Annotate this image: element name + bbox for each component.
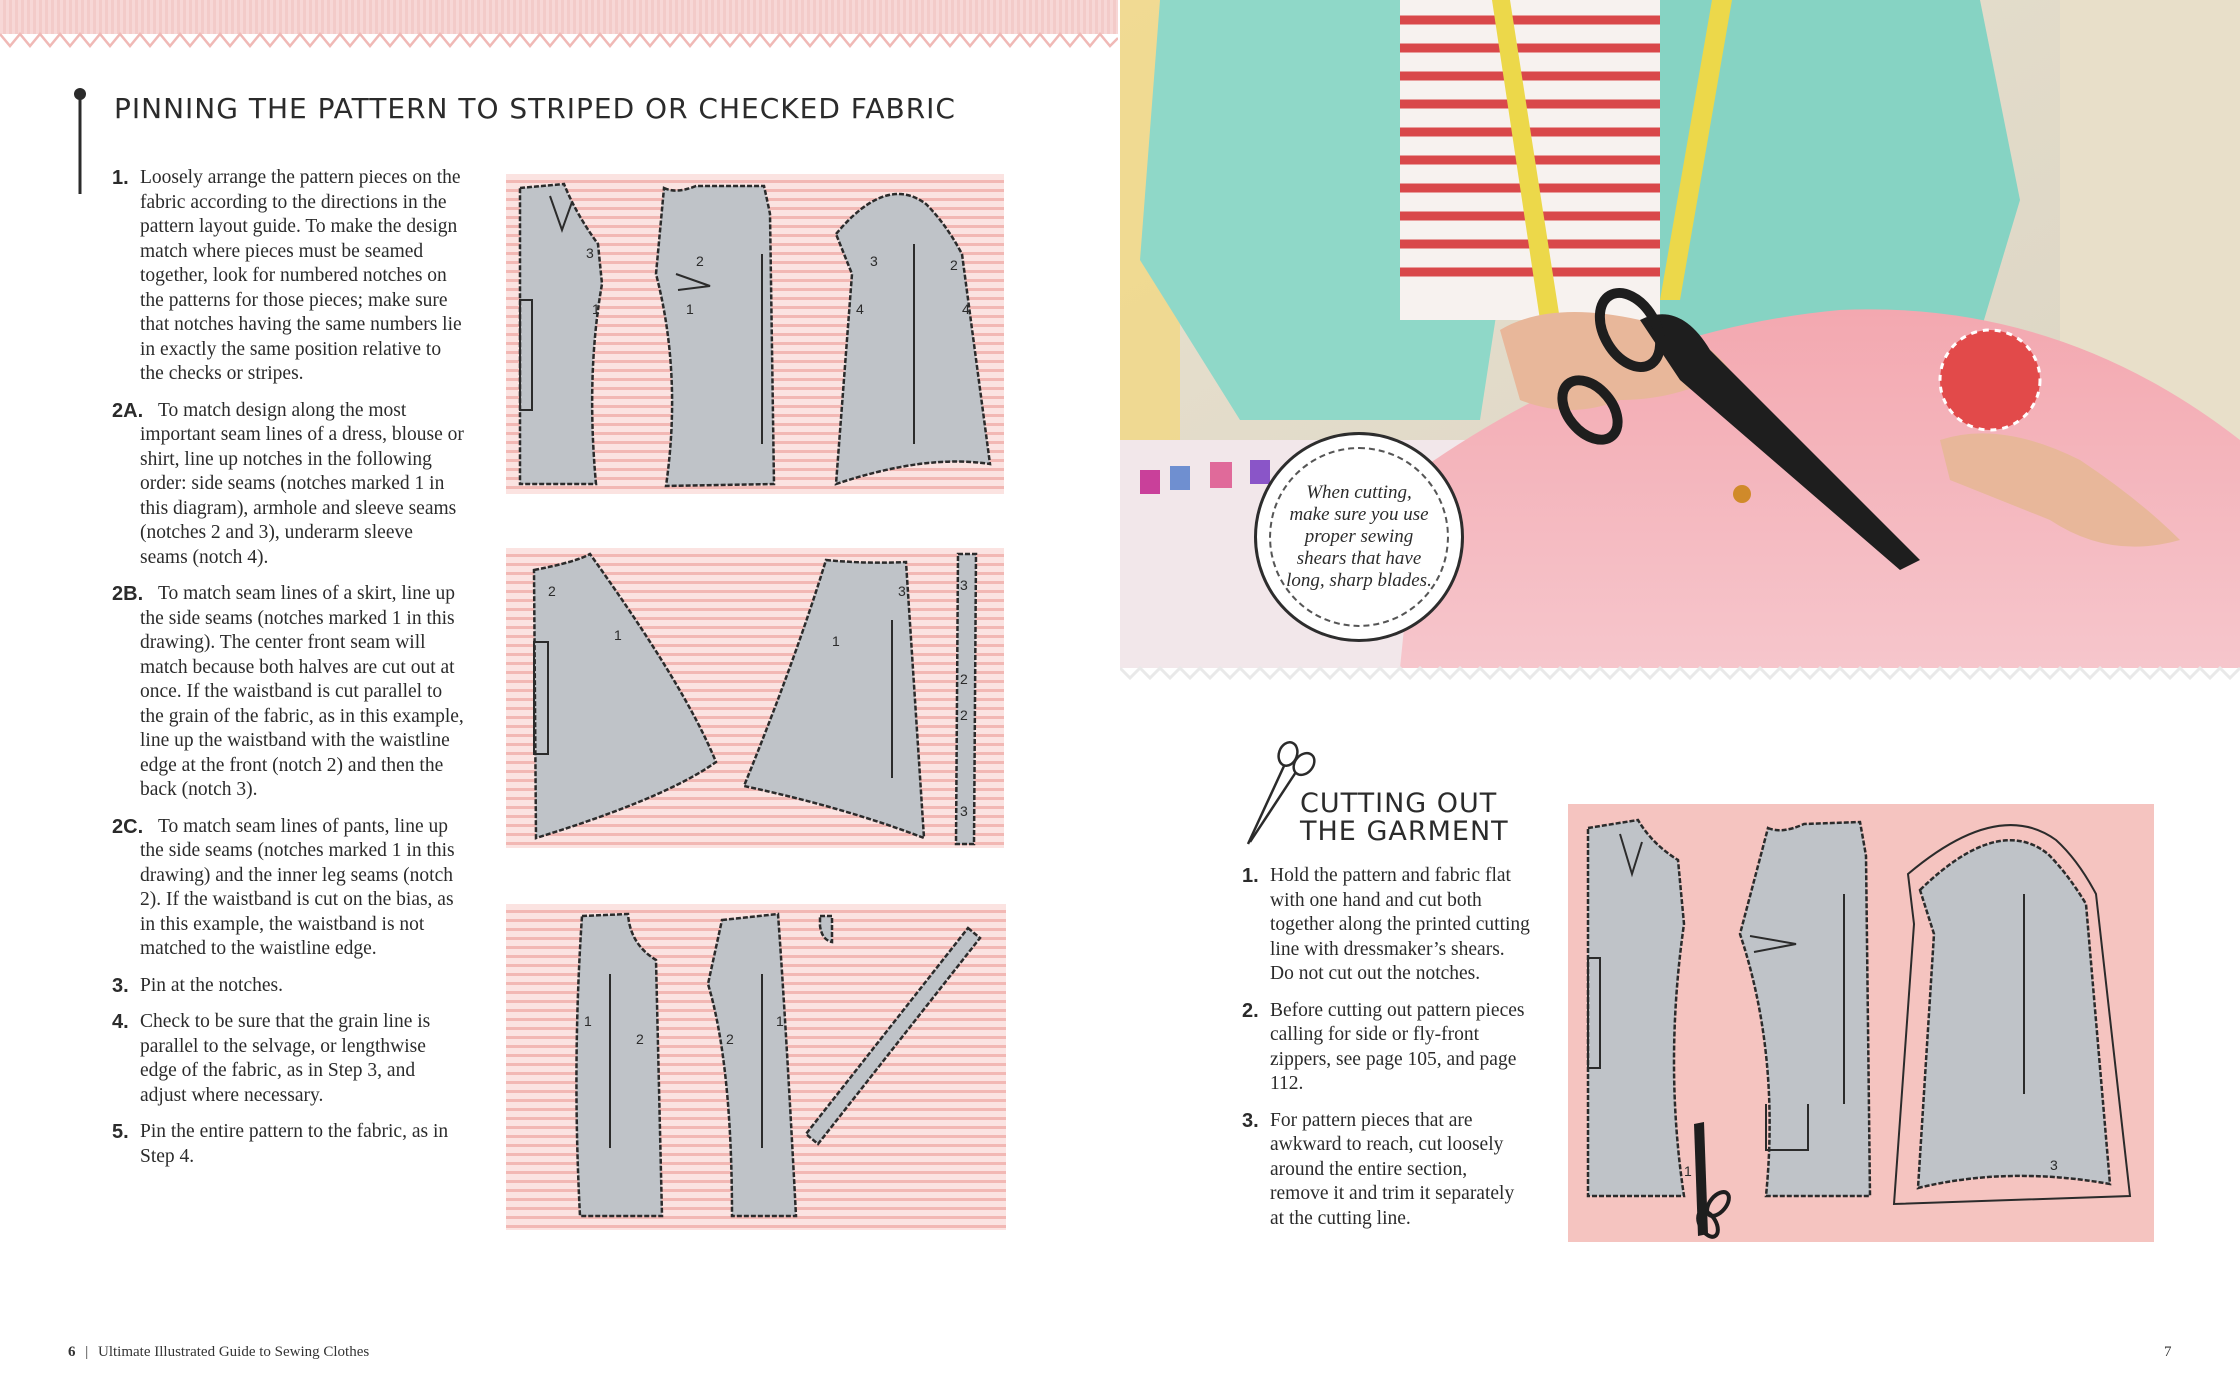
notch-label: 3	[870, 253, 878, 269]
diagram-bodice-pieces	[506, 174, 1004, 494]
section-title-cutting	[1300, 790, 1560, 846]
zigzag-border	[0, 30, 1118, 56]
top-decorative-strip	[0, 0, 1118, 34]
cutting-steps	[1242, 864, 1530, 1243]
notch-label: 2	[726, 1031, 734, 1047]
step-number: 2.	[1242, 999, 1259, 1022]
notch-label: 3	[960, 803, 968, 819]
step-number: 3.	[112, 974, 129, 997]
notch-label: 2	[548, 583, 556, 599]
step-text: Pin at the notches.	[140, 974, 283, 996]
zigzag-border-photo	[1120, 664, 2240, 684]
step-text: To match design along the most important seam lines of a dress, blouse or shirt, line up notches in the following order: side seams (notches marked 1 in this diagram), armhole and sleeve seams (notches 2 and 3), underarm sleeve seams (notch 4).	[140, 399, 464, 568]
step-text: Pin the entire pattern to the fabric, as in Step 4.	[140, 1121, 449, 1167]
notch-label: 1	[614, 627, 622, 643]
step-text: Before cutting out pattern pieces calling for side or fly-front zippers, see page 105, and page 112.	[1270, 999, 1525, 1094]
step-5	[112, 1120, 464, 1169]
notch-label: 3	[898, 583, 906, 599]
step-text: Loosely arrange the pattern pieces on the fabric according to the directions in the pattern layout guide. To make the design match where pieces must be seamed together, look for numbered notches on the patterns for those pieces; make sure that notches having the same numbers lie in exactly the same position relative to the checks or stripes.	[140, 167, 462, 384]
step-number: 1.	[1242, 865, 1259, 887]
notch-label: 2	[960, 707, 968, 723]
pin-icon	[70, 86, 90, 196]
step-text: For pattern pieces that are awkward to reach, cut loosely around the entire section, remove it and trim it separately at the cutting line.	[1270, 1109, 1515, 1229]
step-1	[112, 166, 464, 387]
cut-step-2	[1242, 999, 1530, 1097]
tip-badge-text: When cutting, make sure you use proper sewing shears that have long, sharp blades.	[1269, 447, 1449, 627]
step-2a	[112, 399, 464, 571]
step-number: 4.	[112, 1011, 129, 1033]
notch-label: 1	[686, 301, 694, 317]
notch-label: 4	[856, 301, 864, 317]
cut-step-3	[1242, 1109, 1530, 1232]
notch-label: 1	[776, 1013, 784, 1029]
tip-badge	[1254, 432, 1464, 642]
step-2c	[112, 815, 464, 962]
cut-step-1	[1242, 864, 1530, 987]
notch-label: 2	[950, 257, 958, 273]
step-number: 2C.	[112, 815, 144, 838]
diagram-cutting-pieces	[1568, 804, 2154, 1242]
step-number: 2A.	[112, 399, 144, 422]
step-2b	[112, 582, 464, 803]
step-text: To match seam lines of pants, line up the side seams (notches marked 1 in this drawing) and the inner leg seams (notch 2). If the waistband is cut on the bias, as in this example, the waistband is not matched to the waistline edge.	[140, 815, 455, 959]
step-number: 2B.	[112, 583, 144, 605]
step-number: 3.	[1242, 1109, 1259, 1132]
footer-separator: |	[85, 1344, 89, 1360]
notch-label: 3	[960, 577, 968, 593]
notch-label: 2	[696, 253, 704, 269]
pinning-steps	[112, 166, 464, 1181]
notch-label: 3	[2050, 1157, 2058, 1173]
step-4	[112, 1010, 464, 1108]
step-number: 5.	[112, 1121, 129, 1143]
page-number-left: 6	[68, 1344, 76, 1360]
notch-label: 2	[960, 671, 968, 687]
step-text: Check to be sure that the grain line is parallel to the selvage, or lengthwise edge of the fabric, as in Step 3, and adjust where necessary.	[140, 1011, 431, 1106]
footer-left	[68, 1344, 369, 1361]
notch-label: 4	[962, 301, 970, 317]
step-number: 1.	[112, 167, 129, 189]
notch-label: 1	[592, 301, 600, 317]
notch-label: 1	[584, 1013, 592, 1029]
page-number-right: 7	[2164, 1344, 2172, 1360]
notch-label: 2	[636, 1031, 644, 1047]
step-3	[112, 974, 464, 999]
notch-label: 1	[1684, 1163, 1692, 1179]
book-title: Ultimate Illustrated Guide to Sewing Clothes	[98, 1344, 370, 1360]
notch-label: 1	[832, 633, 840, 649]
diagram-pants-pieces	[506, 904, 1006, 1230]
diagram-skirt-pieces	[506, 548, 1004, 848]
title-line-2: THE GARMENT	[1300, 816, 1509, 847]
step-text: To match seam lines of a skirt, line up the side seams (notches marked 1 in this drawing). The center front seam will match because both halves are cut out at once. If the waistband is cut parallel to the grain of the fabric, as in this example, line up the waistband with the waistline edge at the front (notch 2) and then the back (notch 3).	[140, 583, 464, 800]
notch-label: 3	[586, 245, 594, 261]
section-title-pinning: PINNING THE PATTERN TO STRIPED OR CHECKED FABRIC	[114, 92, 956, 125]
step-text: Hold the pattern and fabric flat with one hand and cut both together along the printed cutting line with dressmaker’s shears. Do not cut out the notches.	[1270, 865, 1530, 984]
title-line-1: CUTTING OUT	[1300, 788, 1498, 819]
